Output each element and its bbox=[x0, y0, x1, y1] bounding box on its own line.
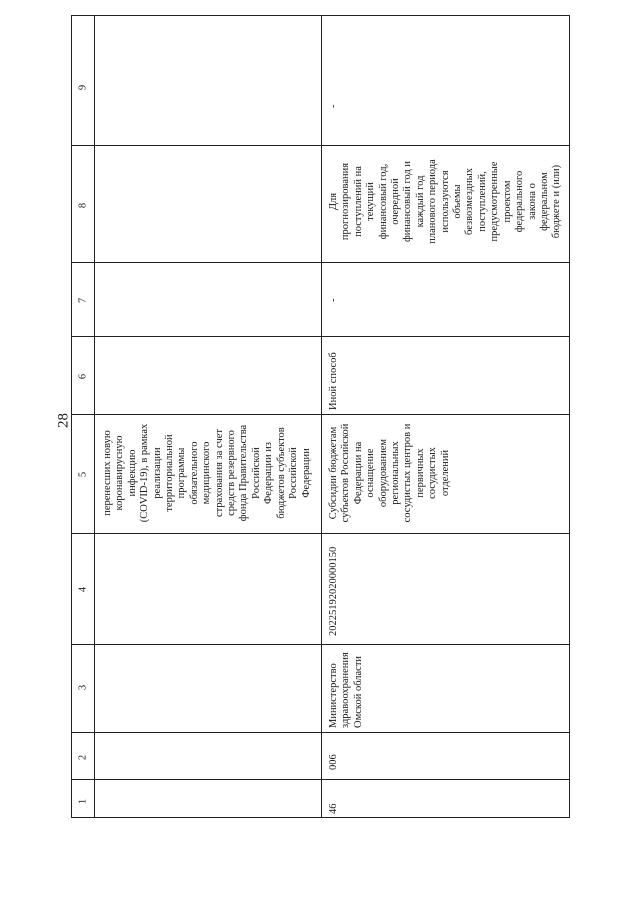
row46-col3-ministry: Министерство здравоохранения Омской области bbox=[328, 652, 364, 728]
col-boundary-3-2 bbox=[72, 732, 569, 733]
row46-col2-code: 006 bbox=[328, 754, 339, 770]
header-col-7: 7 bbox=[77, 297, 89, 304]
row46-col9-dash: - bbox=[328, 104, 339, 108]
page-number: 28 bbox=[55, 413, 72, 428]
row46-col5-description: Субсидии бюджетам субъектов Российской Федерации на оснащение оборудованием региональных сосудистых центров и первичных сосудистых отделений bbox=[328, 423, 451, 523]
header-col-8: 8 bbox=[77, 202, 89, 209]
prev-row-col5-text: перенесших новую коронавирусную инфекцию (COVID-19), в рамках реализации территориальной программы обязательного медицинского страхования за счет средств резервного фонда Правительства Российской Федерации из бюджетов субъектов Российской Федерации bbox=[102, 423, 312, 523]
header-col-1: 1 bbox=[77, 798, 89, 805]
row46-col7-dash: - bbox=[328, 298, 339, 302]
col-boundary-2-1 bbox=[72, 779, 569, 780]
header-col-5: 5 bbox=[77, 471, 89, 478]
data-table bbox=[71, 15, 570, 818]
col-boundary-6-5 bbox=[72, 414, 569, 415]
col-boundary-4-3 bbox=[72, 644, 569, 645]
row46-number: 46 bbox=[328, 803, 339, 814]
row46-col6-method: Иной способ bbox=[328, 352, 339, 410]
row-separator bbox=[321, 16, 322, 817]
row46-col8-forecast: Для прогнозирования поступлений на текущий финансовый год, очередной финансовый год и каждый год планового периода используются объемы безвозмездных поступлений, предусмотренные проектом федерального закона о федеральном бюджете и (или) bbox=[328, 159, 563, 244]
row46-col4-code: 20225192020000150 bbox=[328, 546, 339, 636]
header-col-2: 2 bbox=[77, 754, 89, 761]
header-col-6: 6 bbox=[77, 373, 89, 380]
col-boundary-5-4 bbox=[72, 533, 569, 534]
col-boundary-8-7 bbox=[72, 262, 569, 263]
header-col-4: 4 bbox=[77, 586, 89, 593]
header-col-3: 3 bbox=[77, 684, 89, 691]
header-col-9: 9 bbox=[77, 84, 89, 91]
col-boundary-7-6 bbox=[72, 336, 569, 337]
header-separator bbox=[94, 16, 95, 817]
